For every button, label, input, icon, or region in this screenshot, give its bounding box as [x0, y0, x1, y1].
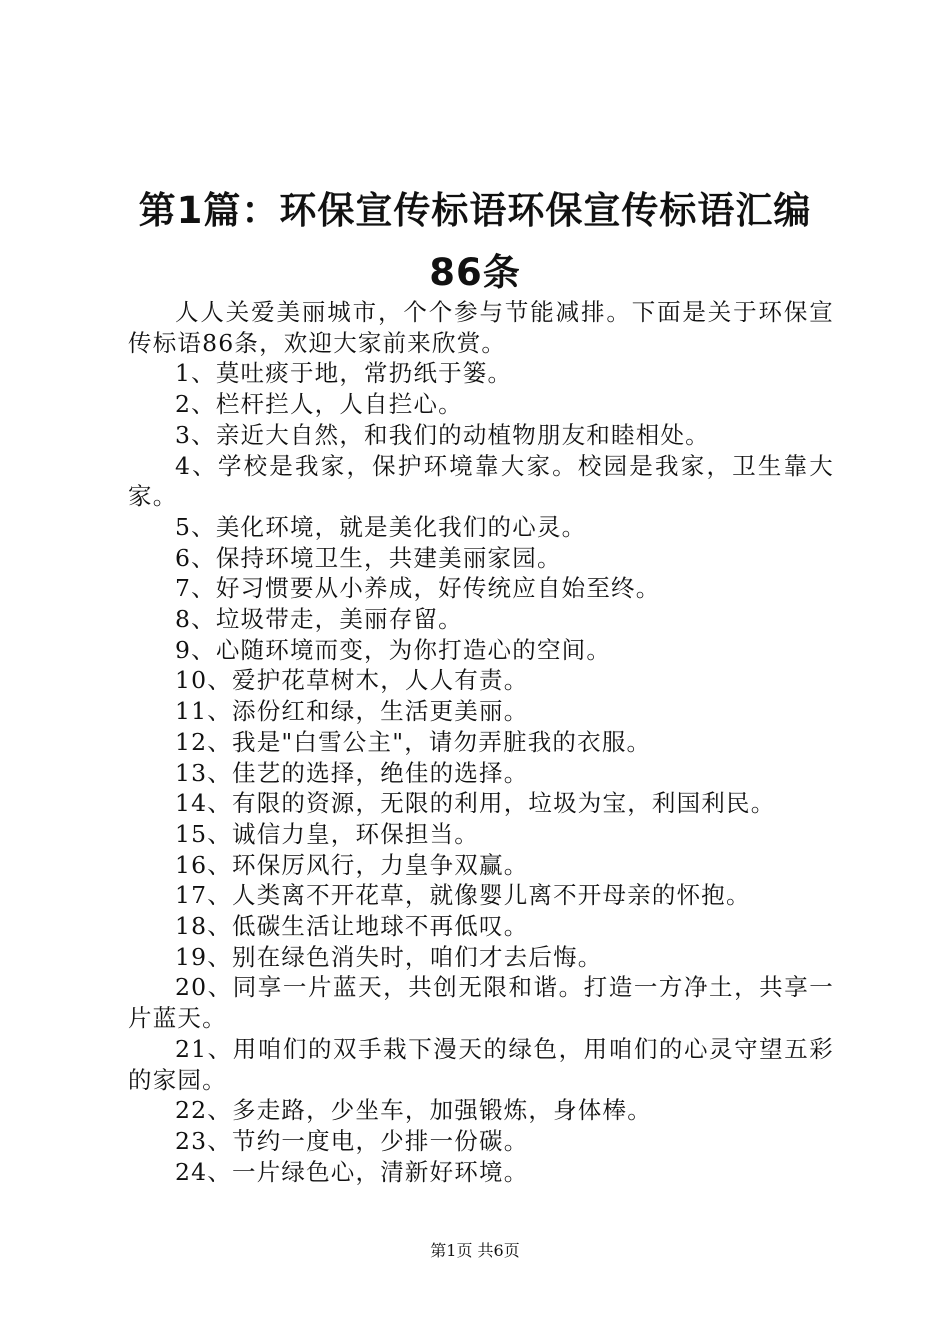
slogan-item: 15、诚信力皇，环保担当。 [175, 819, 480, 848]
slogan-item: 1、莫吐痰于地，常扔纸于篓。 [175, 359, 513, 388]
slogan-item: 17、人类离不开花草，就像婴儿离不开母亲的怀抱。 [175, 881, 751, 910]
slogan-item: 22、多走路，少坐车，加强锻炼，身体棒。 [175, 1096, 652, 1125]
slogan-item: 16、环保厉风行，力皇争双赢。 [175, 850, 529, 879]
slogan-item: 11、添份红和绿，生活更美丽。 [175, 697, 529, 726]
slogan-item: 19、别在绿色消失时，咱们才去后悔。 [175, 942, 603, 971]
intro-paragraph: 人人关爱美丽城市，个个参与节能减排。下面是关于环保宣传标语86条，欢迎大家前来欣赏。 [128, 298, 834, 357]
slogan-item: 21、用咱们的双手栽下漫天的绿色，用咱们的心灵守望五彩的家园。 [128, 1034, 834, 1094]
slogan-item: 12、我是"白雪公主"，请勿弄脏我的衣服。 [175, 727, 652, 756]
slogan-item: 7、好习惯要从小养成，好传统应自始至终。 [175, 574, 661, 603]
slogan-item: 5、美化环境，就是美化我们的心灵。 [175, 512, 587, 541]
slogan-item: 9、心随环境而变，为你打造心的空间。 [175, 635, 612, 664]
slogan-item: 24、一片绿色心，清新好环境。 [175, 1157, 529, 1186]
page-number-footer: 第1页 共6页 [430, 1241, 520, 1260]
slogan-item: 14、有限的资源，无限的利用，垃圾为宝，利国利民。 [175, 789, 776, 818]
slogan-item: 20、同享一片蓝天，共创无限和谐。打造一方净土，共享一片蓝天。 [128, 973, 834, 1033]
page-title: 第1篇：环保宣传标语环保宣传标语汇编86条 [138, 189, 812, 294]
slogan-item: 18、低碳生活让地球不再低叹。 [175, 912, 529, 941]
slogan-item: 13、佳艺的选择，绝佳的选择。 [175, 758, 529, 787]
slogan-item: 2、栏杆拦人，人自拦心。 [175, 390, 463, 419]
slogan-item: 23、节约一度电，少排一份碳。 [175, 1126, 529, 1155]
slogan-item: 8、垃圾带走，美丽存留。 [175, 605, 463, 634]
slogan-item: 6、保持环境卫生，共建美丽家园。 [175, 543, 562, 572]
slogan-item: 4、学校是我家，保护环境靠大家。校园是我家，卫生靠大家。 [128, 451, 834, 511]
slogan-item: 3、亲近大自然，和我们的动植物朋友和睦相处。 [175, 420, 710, 449]
slogan-item: 10、爱护花草树木，人人有责。 [175, 666, 529, 695]
document-body [128, 297, 834, 1187]
